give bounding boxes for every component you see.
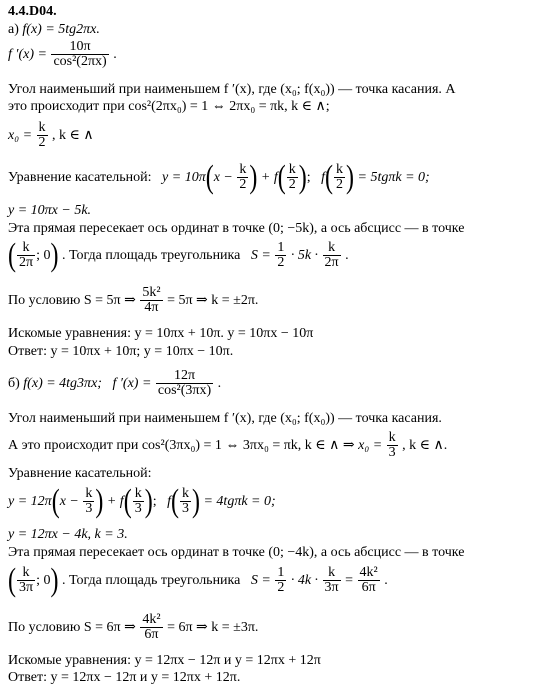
part-b-answer: Ответ: y = 12πx − 12π и y = 12πx + 12π.	[8, 670, 241, 685]
part-a-condition	[8, 283, 258, 319]
tangent-frac-3	[180, 487, 191, 516]
part-a-tangent	[8, 160, 430, 196]
tangent-frac-2-num: k	[134, 486, 142, 502]
tangent-frac-1-den: 2	[239, 177, 247, 193]
paren-open: (	[8, 563, 16, 599]
cond-fraction	[140, 613, 162, 642]
deriv-fraction	[51, 40, 108, 69]
x0-num: k	[388, 430, 396, 446]
tangent-frac-3	[334, 163, 345, 192]
paren-close: )	[346, 160, 355, 196]
half-den: 2	[277, 580, 285, 596]
result-den: 6π	[361, 580, 376, 596]
cond-num: 5k²	[142, 285, 161, 301]
area-mid: · 5k ·	[290, 248, 319, 263]
tangent-label: Уравнение касательной:	[8, 170, 152, 185]
k-num: k	[323, 241, 341, 256]
part-b-y-line	[8, 527, 128, 543]
cond-den: 6π	[144, 627, 159, 643]
paren-open: (	[51, 484, 60, 520]
result-fraction	[358, 566, 380, 595]
part-b-line2	[8, 428, 447, 464]
k-fraction	[323, 241, 341, 270]
deriv-num: 10π	[51, 40, 108, 55]
tangent-frac-2-den: 2	[288, 177, 296, 193]
deriv-end: .	[217, 376, 222, 391]
result-num: 4k²	[359, 565, 378, 581]
y-line-text: y = 12πx − 4k, k = 3.	[8, 527, 128, 542]
area-mid: · 4k ·	[290, 573, 319, 588]
part-b-line1: Угол наименьший при наименьшем f ′(x), где (x₀; f(x₀)) — точка касания.	[8, 411, 442, 426]
part-a-intersect: Эта прямая пересекает ось ординат в точке (0; −5k), а ось абсцисс — в точке	[8, 221, 465, 236]
point-tail: ; 0	[36, 573, 51, 588]
half-fraction	[275, 241, 286, 270]
cond-post: = 6π ⇒ k = ±3π.	[167, 620, 259, 635]
part-a-func: f(x) = 5tg2πx.	[22, 22, 100, 37]
half-fraction	[275, 566, 286, 595]
part-a-area	[8, 238, 349, 274]
part-b-function	[8, 366, 221, 402]
point-tail: ; 0	[36, 248, 51, 263]
k-num: k	[323, 566, 341, 581]
tangent-frac-1	[83, 487, 94, 516]
tangent-frac-3-num: k	[181, 486, 189, 502]
x0-num: k	[38, 120, 46, 136]
half-num: 1	[277, 240, 285, 256]
paren-close: )	[249, 160, 258, 196]
paren-close: )	[50, 238, 59, 274]
point-den: 3π	[19, 580, 34, 596]
point-fraction	[17, 566, 35, 595]
tangent-frac-2-num: k	[288, 162, 296, 178]
paren-close: )	[144, 484, 153, 520]
half-num: 1	[277, 565, 285, 581]
area-text: . Тогда площадь треугольника	[61, 248, 241, 263]
point-num: k	[17, 241, 35, 256]
tangent-y: y = 12π	[8, 494, 52, 509]
semicolon: ;	[306, 170, 311, 185]
paren-open: (	[325, 160, 334, 196]
plus-f: + f	[260, 170, 278, 185]
k-den: 3π	[324, 580, 339, 596]
f-label: f	[167, 494, 171, 509]
x0-rest: , k ∈ ∧.	[402, 438, 448, 453]
deriv-den: cos²(3πx)	[157, 383, 212, 399]
tangent-frac-1-num: k	[239, 162, 247, 178]
paren-open: (	[205, 160, 214, 196]
paren-close: )	[191, 484, 200, 520]
paren-open: (	[123, 484, 132, 520]
tangent-frac-3-den: 2	[336, 177, 344, 193]
tangent-frac-3-den: 3	[181, 501, 189, 517]
f-label: f	[321, 170, 326, 185]
tangent-frac-1-num: k	[85, 486, 93, 502]
paren-close: )	[95, 484, 104, 520]
x0-den: 2	[38, 135, 46, 151]
half-den: 2	[277, 255, 285, 271]
point-fraction	[17, 241, 35, 270]
x0-lhs: x₀ =	[8, 128, 33, 143]
y-line-text: y = 10πx − 5k.	[8, 203, 92, 218]
paren-close: )	[298, 160, 307, 196]
part-a-derivative	[8, 38, 117, 72]
deriv-lhs: f ′(x) =	[8, 47, 47, 62]
part-b-func: f(x) = 4tg3πx;	[23, 376, 102, 391]
part-b-condition	[8, 610, 258, 646]
part-b-intersect: Эта прямая пересекает ось ординат в точке (0; −4k), а ось абсцисс — в точке	[8, 545, 465, 560]
part-a-x0	[8, 118, 94, 154]
area-s: S =	[250, 248, 271, 263]
part-a-label: а)	[8, 22, 19, 37]
area-s: S =	[250, 573, 271, 588]
x0-fraction	[37, 121, 48, 150]
part-b-tangent-label: Уравнение касательной:	[8, 466, 152, 481]
tangent-y: y = 10π	[162, 170, 206, 185]
part-a-sought: Искомые уравнения: y = 10πx + 10π. y = 10πx − 10π	[8, 326, 314, 341]
part-a-answer: Ответ: y = 10πx + 10π; y = 10πx − 10π.	[8, 344, 234, 359]
tangent-frac-1-den: 3	[85, 501, 93, 517]
x0-rest: , k ∈ ∧	[52, 128, 94, 143]
paren-open: (	[277, 160, 286, 196]
k-den: 2π	[324, 255, 339, 271]
part-a-line2: это происходит при cos²(2πx₀) = 1 ⇔ 2πx₀ = πk, k ∈ ∧;	[8, 99, 330, 114]
point-num: k	[17, 566, 35, 581]
cond-fraction	[140, 286, 162, 315]
area-eq: =	[345, 573, 354, 588]
eq-end: = 5tgπk = 0;	[357, 170, 430, 185]
plus-f: + f	[106, 494, 124, 509]
deriv-fraction	[156, 369, 213, 398]
tangent-in: x −	[59, 494, 79, 509]
deriv-end: .	[113, 47, 117, 62]
part-b-tangent	[8, 484, 276, 520]
tangent-frac-2-den: 3	[134, 501, 142, 517]
semicolon: ;	[152, 494, 157, 509]
part-b-sought: Искомые уравнения: y = 12πx − 12π и y = 12πx + 12π	[8, 653, 321, 668]
x0-den: 3	[388, 445, 396, 461]
cond-den: 4π	[144, 300, 159, 316]
part-a-y-line	[8, 203, 91, 219]
deriv-den: cos²(2πx)	[53, 54, 107, 70]
tangent-frac-1	[237, 163, 248, 192]
area-text: . Тогда площадь треугольника	[61, 573, 241, 588]
cond-pre: По условию S = 5π ⇒	[8, 293, 136, 308]
cond-num: 4k²	[142, 612, 161, 628]
tangent-frac-3-num: k	[336, 162, 344, 178]
problem-id: 4.4.D04.	[8, 4, 57, 19]
part-a-line1: Угол наименьший при наименьшем f ′(x), где (x₀; f(x₀)) — точка касания. А	[8, 82, 456, 97]
part-a-function	[8, 22, 100, 38]
part-b-label: б)	[8, 376, 20, 391]
deriv-num: 12π	[156, 369, 213, 384]
x0-lhs: x₀ =	[358, 438, 383, 453]
area-end: .	[384, 573, 388, 588]
paren-close: )	[50, 563, 59, 599]
cond-post: = 5π ⇒ k = ±2π.	[167, 293, 259, 308]
eq-end: = 4tgπk = 0;	[203, 494, 276, 509]
point-den: 2π	[19, 255, 34, 271]
line2-text: А это происходит при cos²(3πx₀) = 1 ⇔ 3πx₀ = πk, k ∈ ∧ ⇒	[8, 438, 355, 453]
k-fraction	[323, 566, 341, 595]
tangent-frac-2	[133, 487, 144, 516]
area-end: .	[345, 248, 349, 263]
paren-open: (	[8, 238, 16, 274]
cond-pre: По условию S = 6π ⇒	[8, 620, 136, 635]
deriv-lhs: f ′(x) =	[112, 376, 152, 391]
tangent-in: x −	[213, 170, 233, 185]
part-b-area	[8, 563, 388, 599]
paren-open: (	[170, 484, 179, 520]
tangent-frac-2	[287, 163, 298, 192]
x0-fraction	[387, 431, 398, 460]
